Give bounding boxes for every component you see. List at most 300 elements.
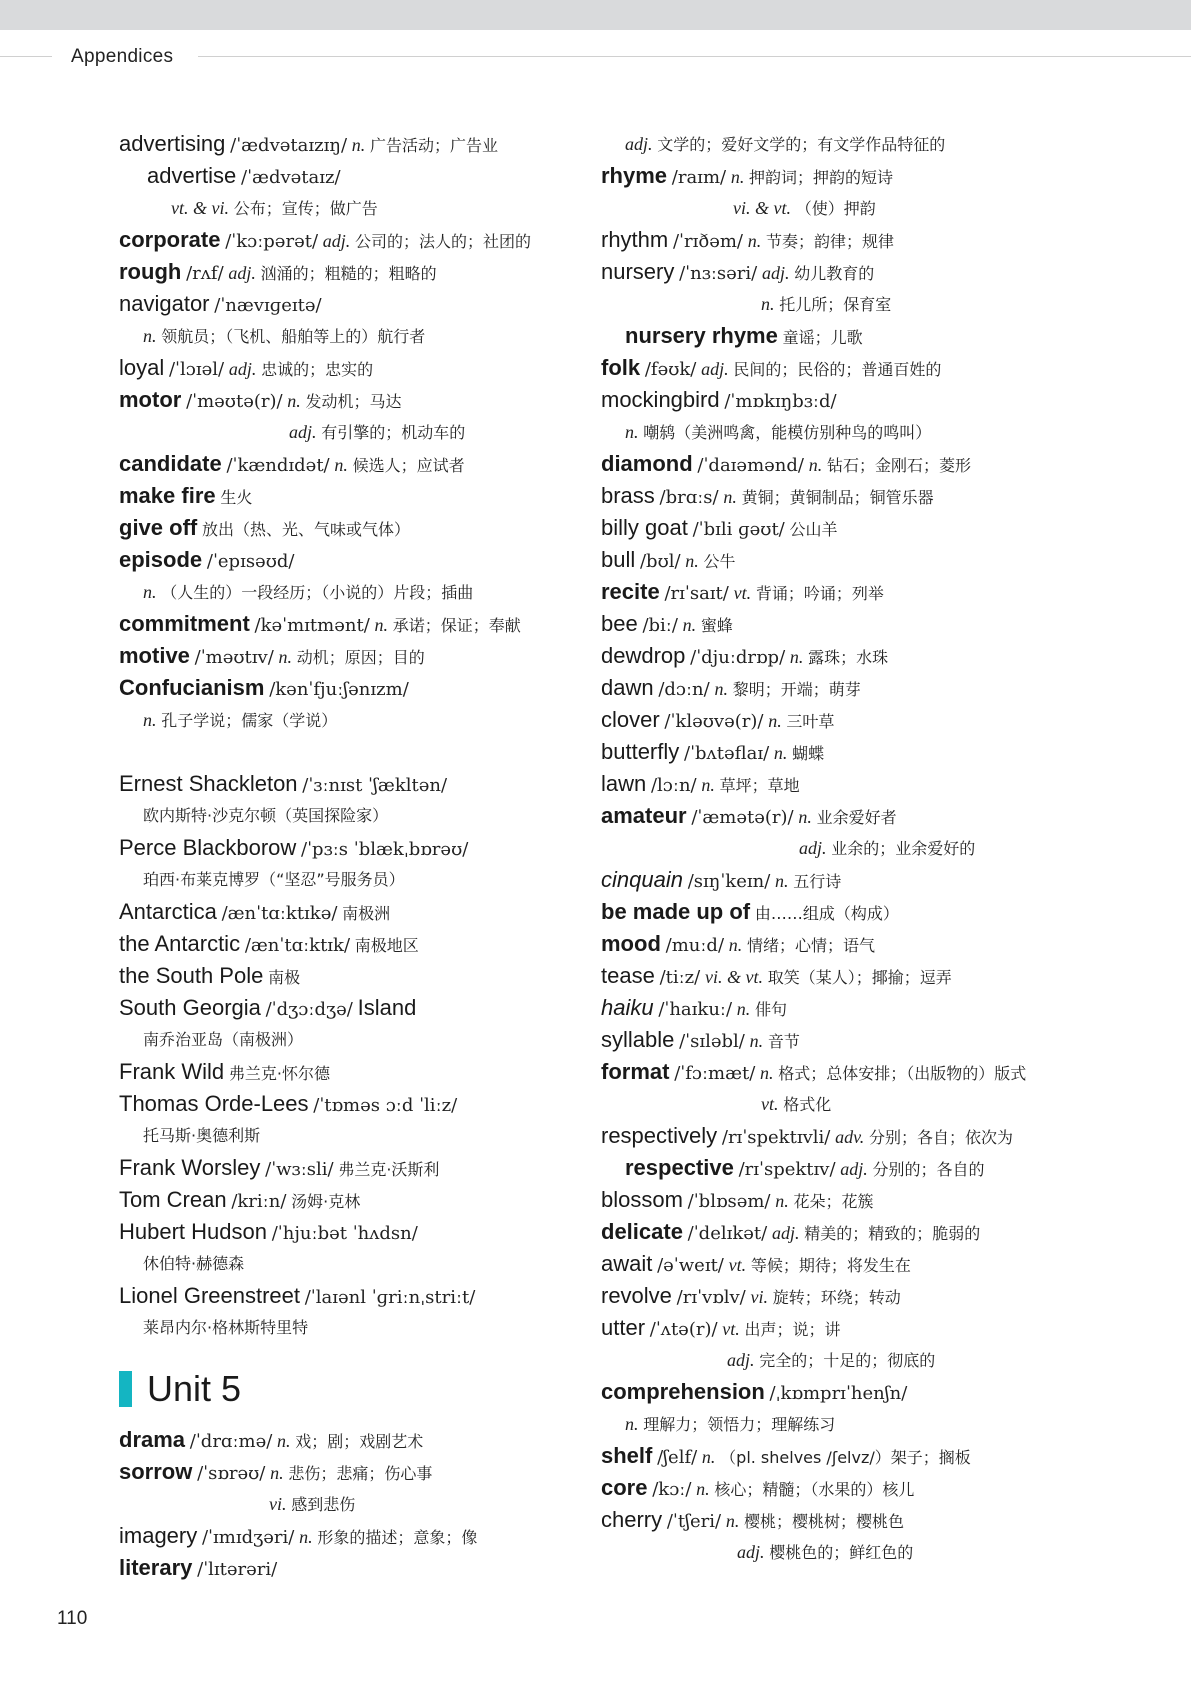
phonetic: /rɪˈspektɪv/: [738, 1159, 836, 1180]
part-of-speech: adj.: [625, 134, 653, 154]
phonetic: /ˈdelɪkət/: [687, 1223, 768, 1244]
headword: billy goat: [601, 515, 688, 540]
glossary-entry: [601, 576, 1161, 608]
headword: folk: [601, 355, 641, 380]
definition: 公牛: [703, 552, 736, 571]
headword: lawn: [601, 771, 647, 796]
headword: diamond: [601, 451, 693, 476]
definition: 托马斯·奥德利斯: [143, 1126, 261, 1145]
part-of-speech: n.: [768, 711, 782, 731]
glossary-column-left: [119, 128, 589, 1584]
part-of-speech: vt.: [722, 1319, 740, 1339]
definition: 草坪；草地: [719, 776, 800, 795]
definition: 南极地区: [354, 936, 419, 955]
headword: Frank Worsley: [119, 1155, 261, 1180]
definition: 情绪；心情；语气: [746, 936, 875, 955]
glossary-entry: [119, 512, 589, 544]
headword: nursery rhyme: [625, 323, 778, 348]
headword: Thomas Orde-Lees: [119, 1091, 309, 1116]
part-of-speech: adj.: [228, 263, 256, 283]
definition: 生火: [220, 488, 253, 507]
part-of-speech: n.: [773, 743, 788, 763]
phonetic: /tiːz/: [659, 967, 701, 988]
phonetic: /ˈepɪsəʊd/: [206, 551, 295, 572]
definition: 汤姆·克林: [291, 1192, 361, 1211]
glossary-entry: [601, 1152, 1161, 1184]
glossary-entry: [601, 256, 1161, 288]
definition: 钻石；金刚石；菱形: [826, 456, 971, 475]
definition: 弗兰克·怀尔德: [228, 1064, 330, 1083]
glossary-entry: [119, 1456, 589, 1488]
glossary-entry: [601, 736, 1161, 768]
headword: shelf: [601, 1443, 653, 1468]
part-of-speech: vi. & vt.: [704, 967, 763, 987]
part-of-speech: n.: [798, 807, 812, 827]
definition: （人生的）一段经历；（小说的）片段；插曲: [161, 583, 474, 602]
definition: 南极洲: [342, 904, 391, 923]
part-of-speech: vt. & vi.: [171, 198, 229, 218]
definition: （pl. shelves /ʃelvz/）架子；搁板: [720, 1448, 971, 1467]
headword: comprehension: [601, 1379, 765, 1404]
headword: mood: [601, 931, 661, 956]
glossary-entry: [119, 352, 589, 384]
glossary-entry: [119, 1488, 589, 1520]
definition: 樱桃；樱桃树；樱桃色: [744, 1512, 905, 1531]
headword: haiku: [601, 995, 654, 1020]
part-of-speech: n.: [728, 935, 743, 955]
part-of-speech: n.: [374, 615, 389, 635]
glossary-entry: [601, 1216, 1161, 1248]
glossary-entry: [119, 320, 589, 352]
phonetic: /ˈʌtə(r)/: [649, 1319, 718, 1340]
phonetic: /ˈrɪðəm/: [672, 231, 743, 252]
phonetic: /ˈblɒsəm/: [687, 1191, 771, 1212]
glossary-entry: [119, 1120, 589, 1152]
glossary-entry: [119, 192, 589, 224]
definition: 放出（热、光、气味或气体）: [201, 520, 410, 539]
phonetic: /ˈæmətə(r)/: [691, 807, 794, 828]
phonetic: /ˈɜːnɪst ˈʃækltən/: [302, 775, 448, 796]
part-of-speech: n.: [761, 294, 775, 314]
part-of-speech: n.: [760, 1063, 774, 1083]
glossary-entry: [601, 288, 1161, 320]
glossary-entry: [601, 640, 1161, 672]
phonetic: /ˈkɔːpərət/: [225, 231, 319, 252]
phonetic: /rɪˈspektɪvli/: [721, 1127, 831, 1148]
part-of-speech: n.: [725, 1511, 740, 1531]
phonetic: /ʃelf/: [657, 1447, 698, 1468]
header-rule-right: [198, 56, 1191, 57]
phonetic: /ˈwɜːsli/: [265, 1159, 334, 1180]
headword: commitment: [119, 611, 250, 636]
page-number: 110: [57, 1608, 88, 1629]
phonetic: /ˈpɜːs ˈblækˌbɒrəʊ/: [301, 839, 469, 860]
part-of-speech: vi.: [750, 1287, 768, 1307]
definition: 欧内斯特·沙克尔顿（英国探险家）: [143, 806, 389, 825]
phonetic: /biː/: [642, 615, 678, 636]
headword: utter: [601, 1315, 646, 1340]
glossary-entry: [119, 832, 589, 864]
headword: advertising: [119, 131, 226, 156]
headword: clover: [601, 707, 660, 732]
definition: 格式；总体安排；（出版物的）版式: [778, 1064, 1027, 1083]
glossary-entry: [119, 608, 589, 640]
glossary-entry: [119, 1088, 589, 1120]
glossary-entry: [601, 1280, 1161, 1312]
glossary-entry: [601, 320, 1161, 352]
glossary-entry: [119, 992, 589, 1024]
glossary-entry: [119, 416, 589, 448]
unit-heading: [119, 1354, 589, 1424]
definition: 形象的描述；意象；像: [317, 1528, 478, 1547]
part-of-speech: adj.: [761, 263, 790, 283]
headword: rhythm: [601, 227, 669, 252]
glossary-entry: [601, 1248, 1161, 1280]
definition: 取笑（某人）；揶揄；逗弄: [767, 968, 952, 987]
part-of-speech: n.: [277, 1431, 291, 1451]
headword: advertise: [147, 163, 237, 188]
glossary-entry: [119, 1280, 589, 1312]
part-of-speech: n.: [749, 1031, 764, 1051]
glossary-entry: [601, 992, 1161, 1024]
definition: 孔子学说；儒家（学说）: [161, 711, 338, 730]
phonetic: /rʌf/: [186, 263, 224, 284]
headword: recite: [601, 579, 660, 604]
headword: literary: [119, 1555, 193, 1580]
glossary-entry: [601, 1504, 1161, 1536]
part-of-speech: n.: [789, 647, 804, 667]
glossary-entry: [119, 864, 589, 896]
glossary-entry: [119, 800, 589, 832]
phonetic: /ˈædvətaɪz/: [241, 167, 341, 188]
definition: 南极: [268, 968, 301, 987]
glossary-entry: [119, 448, 589, 480]
part-of-speech: n.: [747, 231, 762, 251]
phonetic: /ˈfɔːmæt/: [674, 1063, 756, 1084]
part-of-speech: adj.: [727, 1350, 755, 1370]
glossary-entry: [601, 1536, 1161, 1568]
definition: 民间的；民俗的；普通百姓的: [733, 360, 942, 379]
glossary-entry: [119, 768, 589, 800]
definition: 珀西·布莱克博罗（“坚忍”号服务员）: [143, 870, 405, 889]
definition: 托儿所；保育室: [779, 295, 892, 314]
unit-title: Unit 5: [147, 1368, 242, 1409]
headword-suffix: Island: [357, 995, 417, 1020]
headword: episode: [119, 547, 203, 572]
definition: 精美的；精致的；脆弱的: [804, 1224, 981, 1243]
definition: 公司的；法人的；社团的: [355, 232, 532, 251]
glossary-entry: [119, 1184, 589, 1216]
glossary-entry: [119, 1520, 589, 1552]
headword: core: [601, 1475, 648, 1500]
definition: 广告活动；广告业: [370, 136, 499, 155]
glossary-entry: [601, 960, 1161, 992]
headword: dawn: [601, 675, 654, 700]
phonetic: /ˈnɜːsəri/: [679, 263, 758, 284]
headword: amateur: [601, 803, 687, 828]
unit-entries: [119, 1424, 589, 1584]
definition: 黄铜；黄铜制品；铜管乐器: [741, 488, 934, 507]
glossary-entry: [601, 768, 1161, 800]
headword: cinquain: [601, 867, 683, 892]
definition: 南乔治亚岛（南极洲）: [143, 1030, 304, 1049]
definition: 格式化: [783, 1095, 832, 1114]
definition: 分别的；各自的: [872, 1160, 985, 1179]
part-of-speech: n.: [685, 551, 699, 571]
definition: 悲伤；悲痛；伤心事: [288, 1464, 433, 1483]
part-of-speech: n.: [714, 679, 728, 699]
part-of-speech: n.: [143, 710, 157, 730]
headword: loyal: [119, 355, 165, 380]
glossary-entry: [119, 1056, 589, 1088]
part-of-speech: vt.: [733, 583, 752, 603]
phonetic: /ˈmɒkɪŋbɜːd/: [724, 391, 837, 412]
glossary-entry: [601, 128, 1161, 160]
glossary-entry: [601, 832, 1161, 864]
part-of-speech: n.: [775, 871, 789, 891]
unit-accent-bar: [119, 1371, 132, 1407]
phonetic: /kriːn/: [231, 1191, 287, 1212]
part-of-speech: vt.: [761, 1094, 779, 1114]
glossary-entry: [119, 544, 589, 576]
headword: revolve: [601, 1283, 672, 1308]
header-rule-left: [0, 56, 52, 57]
phonetic: /ˈhjuːbət ˈhʌdsn/: [271, 1223, 418, 1244]
headword: Antarctica: [119, 899, 217, 924]
headword: navigator: [119, 291, 210, 316]
part-of-speech: n.: [625, 1414, 639, 1434]
glossary-entry: [601, 544, 1161, 576]
headword: dewdrop: [601, 643, 686, 668]
definition: 童谣；儿歌: [782, 328, 863, 347]
glossary-entry: [119, 288, 589, 320]
phonetic: /raɪm/: [671, 167, 727, 188]
definition: 核心；精髓；（水果的）核儿: [714, 1480, 915, 1499]
part-of-speech: vt.: [728, 1255, 747, 1275]
definition: 候选人；应试者: [352, 456, 465, 475]
definition: 业余爱好者: [816, 808, 897, 827]
phonetic: /ˈkləʊvə(r)/: [664, 711, 764, 732]
headword: brass: [601, 483, 655, 508]
phonetic: /ˈnævɪɡeɪtə/: [214, 295, 322, 316]
part-of-speech: n.: [270, 1463, 284, 1483]
definition: 旋转；环绕；转动: [772, 1288, 901, 1307]
headword: nursery: [601, 259, 675, 284]
glossary-column-right: [601, 128, 1161, 1568]
headword: respectively: [601, 1123, 718, 1148]
headword: butterfly: [601, 739, 680, 764]
glossary-entry: [601, 896, 1161, 928]
phonetic: /bʊl/: [639, 551, 681, 572]
part-of-speech: n.: [143, 582, 157, 602]
phonetic: /ˈhaɪkuː/: [658, 999, 733, 1020]
glossary-entry: [119, 960, 589, 992]
definition: 蜜蜂: [700, 616, 733, 635]
part-of-speech: n.: [696, 1479, 710, 1499]
headword: Confucianism: [119, 675, 265, 700]
glossary-entry: [119, 1216, 589, 1248]
phonetic: /ˈlɪtərəri/: [197, 1559, 278, 1580]
phonetic: /ˈkændɪdət/: [226, 455, 330, 476]
phonetic: /kəˈmɪtmənt/: [254, 615, 370, 636]
definition: 等候；期待；将发生在: [750, 1256, 911, 1275]
phonetic: /ˈbɪli ɡəʊt/: [692, 519, 785, 540]
definition: 蝴蝶: [792, 744, 825, 763]
headword: give off: [119, 515, 198, 540]
headword: Perce Blackborow: [119, 835, 297, 860]
section-title: Appendices: [71, 46, 174, 67]
phonetic: /kɔː/: [652, 1479, 692, 1500]
definition: 休伯特·赫德森: [143, 1254, 245, 1273]
definition: 莱昂内尔·格林斯特里特: [143, 1318, 309, 1337]
glossary-entry: [119, 128, 589, 160]
headword: cherry: [601, 1507, 663, 1532]
definition: 弗兰克·沃斯利: [338, 1160, 440, 1179]
headword: format: [601, 1059, 670, 1084]
glossary-entry: [119, 224, 589, 256]
headword: motor: [119, 387, 182, 412]
phonetic: /muːd/: [665, 935, 725, 956]
glossary-entry: [601, 1024, 1161, 1056]
glossary-entry: [119, 928, 589, 960]
headword: make fire: [119, 483, 216, 508]
definition: 动机；原因；目的: [296, 648, 425, 667]
definition: 有引擎的；机动车的: [321, 423, 466, 442]
headword: sorrow: [119, 1459, 193, 1484]
phonetic: /ˈdjuːdrɒp/: [690, 647, 786, 668]
definition: 节奏；韵律；规律: [765, 232, 894, 251]
headword: Tom Crean: [119, 1187, 227, 1212]
phonetic: /rɪˈvɒlv/: [676, 1287, 746, 1308]
headword: Ernest Shackleton: [119, 771, 298, 796]
definition: 完全的；十足的；彻底的: [759, 1351, 936, 1370]
part-of-speech: vi.: [269, 1494, 287, 1514]
glossary-entry: [601, 928, 1161, 960]
glossary-entry: [119, 480, 589, 512]
left-entries: [119, 128, 589, 1344]
definition: 背诵；吟诵；列举: [755, 584, 884, 603]
definition: 花朵；花簇: [793, 1192, 874, 1211]
phonetic: /ˈməʊtə(r)/: [186, 391, 283, 412]
headword: bee: [601, 611, 638, 636]
part-of-speech: n.: [287, 391, 301, 411]
phonetic: /ˌkɒmprɪˈhenʃn/: [769, 1383, 908, 1404]
right-entries: [601, 128, 1161, 1568]
glossary-entry: [601, 192, 1161, 224]
phonetic: /ˈdaɪəmənd/: [697, 455, 804, 476]
phonetic: /kənˈfjuːʃənɪzm/: [269, 679, 409, 700]
glossary-entry: [601, 160, 1161, 192]
glossary-entry: [601, 672, 1161, 704]
part-of-speech: n.: [143, 326, 157, 346]
headword: bull: [601, 547, 636, 572]
phonetic: /ˈsɒrəʊ/: [197, 1463, 266, 1484]
glossary-entry: [119, 1248, 589, 1280]
headword: respective: [625, 1155, 734, 1180]
phonetic: /ˈædvətaɪzɪŋ/: [230, 135, 348, 156]
part-of-speech: n.: [625, 422, 639, 442]
definition: 音节: [767, 1032, 800, 1051]
glossary-entry: [601, 1184, 1161, 1216]
headword: rough: [119, 259, 182, 284]
glossary-entry: [601, 1344, 1161, 1376]
definition: 公山羊: [789, 520, 838, 539]
glossary-entry: [601, 512, 1161, 544]
part-of-speech: adj.: [228, 359, 257, 379]
phonetic: /rɪˈsaɪt/: [664, 583, 729, 604]
part-of-speech: n.: [808, 455, 823, 475]
part-of-speech: adj.: [799, 838, 827, 858]
headword: rhyme: [601, 163, 668, 188]
glossary-entry: [601, 1088, 1161, 1120]
phonetic: /ˈdrɑːmə/: [189, 1431, 273, 1452]
glossary-entry: [601, 1312, 1161, 1344]
headword: delicate: [601, 1219, 683, 1244]
glossary-entry: [119, 704, 589, 736]
phonetic: /ˈtʃeri/: [666, 1511, 722, 1532]
phonetic: /ˈsɪləbl/: [679, 1031, 745, 1052]
part-of-speech: adj.: [289, 422, 317, 442]
glossary-entry: [601, 1056, 1161, 1088]
part-of-speech: vi. & vt.: [733, 198, 791, 218]
glossary-entry: [119, 160, 589, 192]
headword: Lionel Greenstreet: [119, 1283, 300, 1308]
part-of-speech: n.: [775, 1191, 789, 1211]
glossary-entry: [601, 1408, 1161, 1440]
glossary-entry: [601, 1472, 1161, 1504]
glossary-entry: [119, 896, 589, 928]
headword: drama: [119, 1427, 186, 1452]
definition: 业余的；业余爱好的: [831, 839, 976, 858]
top-bar: [0, 0, 1191, 30]
part-of-speech: n.: [701, 1447, 716, 1467]
part-of-speech: n.: [730, 167, 745, 187]
glossary-entry: [601, 480, 1161, 512]
entry-gap: [119, 736, 589, 768]
definition: 忠诚的；忠实的: [261, 360, 374, 379]
phonetic: /lɔːn/: [650, 775, 697, 796]
headword: candidate: [119, 451, 222, 476]
phonetic: /ˈlɔɪəl/: [168, 359, 225, 380]
phonetic: /ˈɪmɪdʒəri/: [201, 1527, 295, 1548]
definition: 承诺；保证；奉献: [392, 616, 521, 635]
glossary-entry: [119, 384, 589, 416]
glossary-entry: [601, 1376, 1161, 1408]
glossary-entry: [119, 1552, 589, 1584]
headword: South Georgia: [119, 995, 261, 1020]
headword: mockingbird: [601, 387, 720, 412]
headword: syllable: [601, 1027, 675, 1052]
glossary-entry: [601, 1440, 1161, 1472]
glossary-entry: [601, 416, 1161, 448]
definition: 出声；说；讲: [744, 1320, 841, 1339]
glossary-entry: [119, 640, 589, 672]
definition: 领航员；（飞机、船舶等上的）航行者: [161, 327, 426, 346]
phonetic: /fəʊk/: [644, 359, 697, 380]
glossary-entry: [601, 1120, 1161, 1152]
glossary-entry: [601, 224, 1161, 256]
part-of-speech: adv.: [835, 1127, 865, 1147]
definition: 由……组成（构成）: [754, 904, 899, 923]
definition: 发动机；马达: [305, 392, 402, 411]
part-of-speech: n.: [723, 487, 737, 507]
phonetic: /əˈweɪt/: [657, 1255, 724, 1276]
headword: await: [601, 1251, 653, 1276]
part-of-speech: n.: [334, 455, 348, 475]
glossary-entry: [601, 384, 1161, 416]
glossary-entry: [601, 864, 1161, 896]
headword: the Antarctic: [119, 931, 241, 956]
